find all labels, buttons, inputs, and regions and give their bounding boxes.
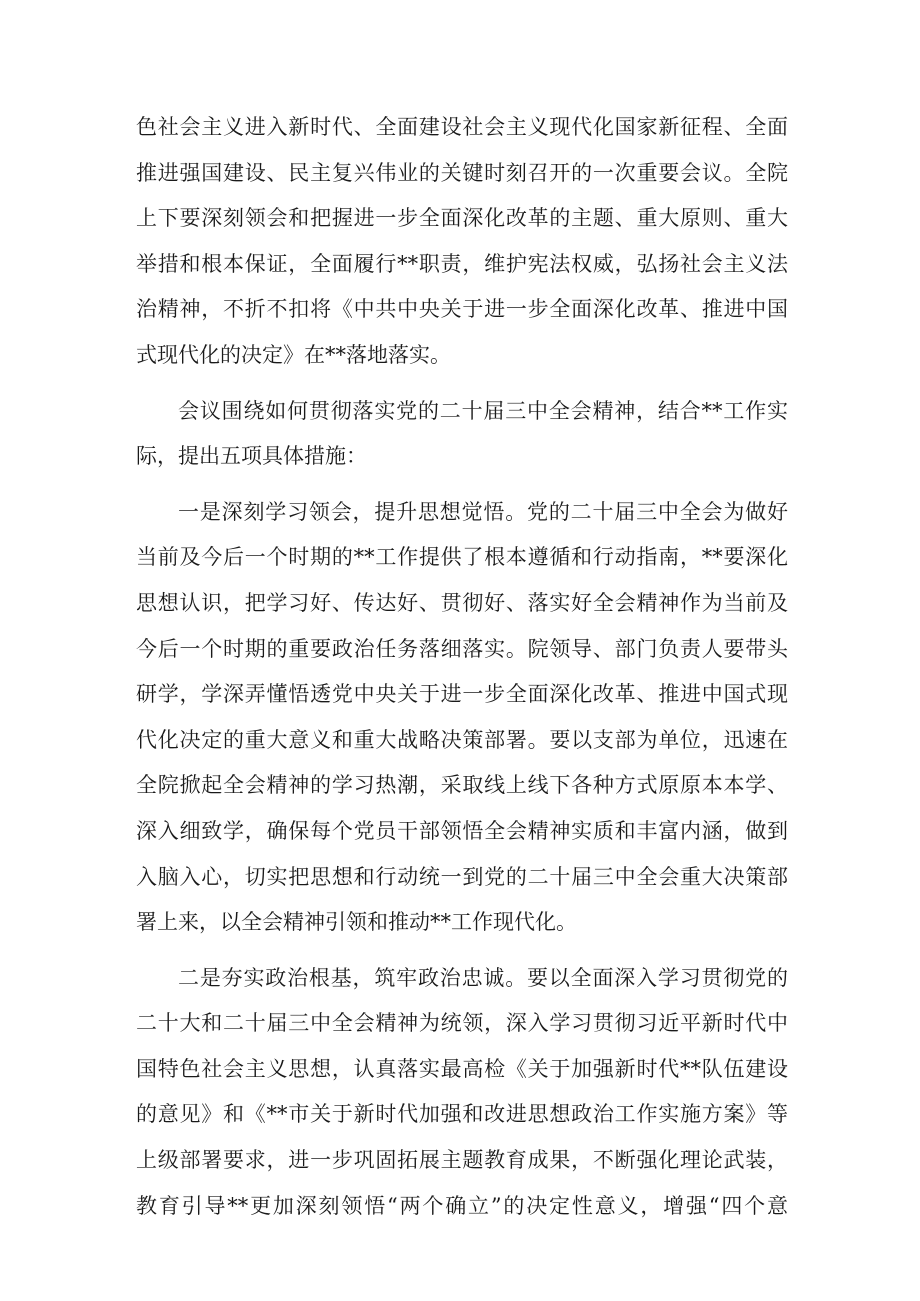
text-line: 今后一个时期的重要政治任务落细落实。院领导、部门负责人要带头 xyxy=(136,636,788,661)
text-line: 色社会主义进入新时代、全面建设社会主义现代化国家新征程、全面 xyxy=(136,115,788,139)
paragraph-3 xyxy=(136,490,788,946)
text-line: 二十大和二十届三中全会精神为统领，深入学习贯彻习近平新时代中 xyxy=(136,1011,788,1036)
document-body xyxy=(136,105,788,1229)
text-line: 举措和根本保证，全面履行**职责，维护宪法权威，弘扬社会主义法 xyxy=(136,251,788,276)
text-line: 式现代化的决定》在**落地落实。 xyxy=(136,342,451,367)
paragraph-4 xyxy=(136,956,788,1230)
text-line: 当前及今后一个时期的**工作提供了根本遵循和行动指南，**要深化 xyxy=(136,545,788,570)
text-line: 际，提出五项具体措施： xyxy=(136,444,367,469)
text-line: 研学，学深弄懂悟透党中央关于进一步全面深化改革、推进中国式现 xyxy=(136,682,788,707)
text-line: 二是夯实政治根基，筑牢政治忠诚。要以全面深入学习贯彻党的 xyxy=(178,965,788,990)
text-line: 的意见》和《**市关于新时代加强和改进思想政治工作实施方案》等 xyxy=(136,1102,788,1127)
text-line: 深入细致学，确保每个党员干部领悟全会精神实质和丰富内涵，做到 xyxy=(136,818,788,843)
text-line: 国特色社会主义思想，认真落实最高检《关于加强新时代**队伍建设 xyxy=(136,1056,788,1081)
text-line: 代化决定的重大意义和重大战略决策部署。要以支部为单位，迅速在 xyxy=(136,727,788,752)
paragraph-1 xyxy=(136,105,788,379)
text-line: 上下要深刻领会和把握进一步全面深化改革的主题、重大原则、重大 xyxy=(136,206,788,231)
text-line: 会议围绕如何贯彻落实党的二十届三中全会精神，结合**工作实 xyxy=(178,398,788,423)
text-line: 入脑入心，切实把思想和行动统一到党的二十届三中全会重大决策部 xyxy=(136,864,788,889)
text-line: 一是深刻学习领会，提升思想觉悟。党的二十届三中全会为做好 xyxy=(178,499,788,524)
text-line: 上级部署要求，进一步巩固拓展主题教育成果，不断强化理论武装， xyxy=(136,1148,788,1173)
paragraph-2 xyxy=(136,389,788,480)
text-line: 全院掀起全会精神的学习热潮，采取线上线下各种方式原原本本学、 xyxy=(136,773,788,798)
text-line: 推进强国建设、民主复兴伟业的关键时刻召开的一次重要会议。全院 xyxy=(136,160,788,185)
text-line: 治精神，不折不扣将《中共中央关于进一步全面深化改革、推进中国 xyxy=(136,297,788,322)
text-line: 思想认识，把学习好、传达好、贯彻好、落实好全会精神作为当前及 xyxy=(136,590,788,615)
text-line: 教育引导**更加深刻领悟“两个确立”的决定性意义，增强“四个意 xyxy=(136,1193,788,1218)
text-line: 署上来，以全会精神引领和推动**工作现代化。 xyxy=(136,910,577,935)
